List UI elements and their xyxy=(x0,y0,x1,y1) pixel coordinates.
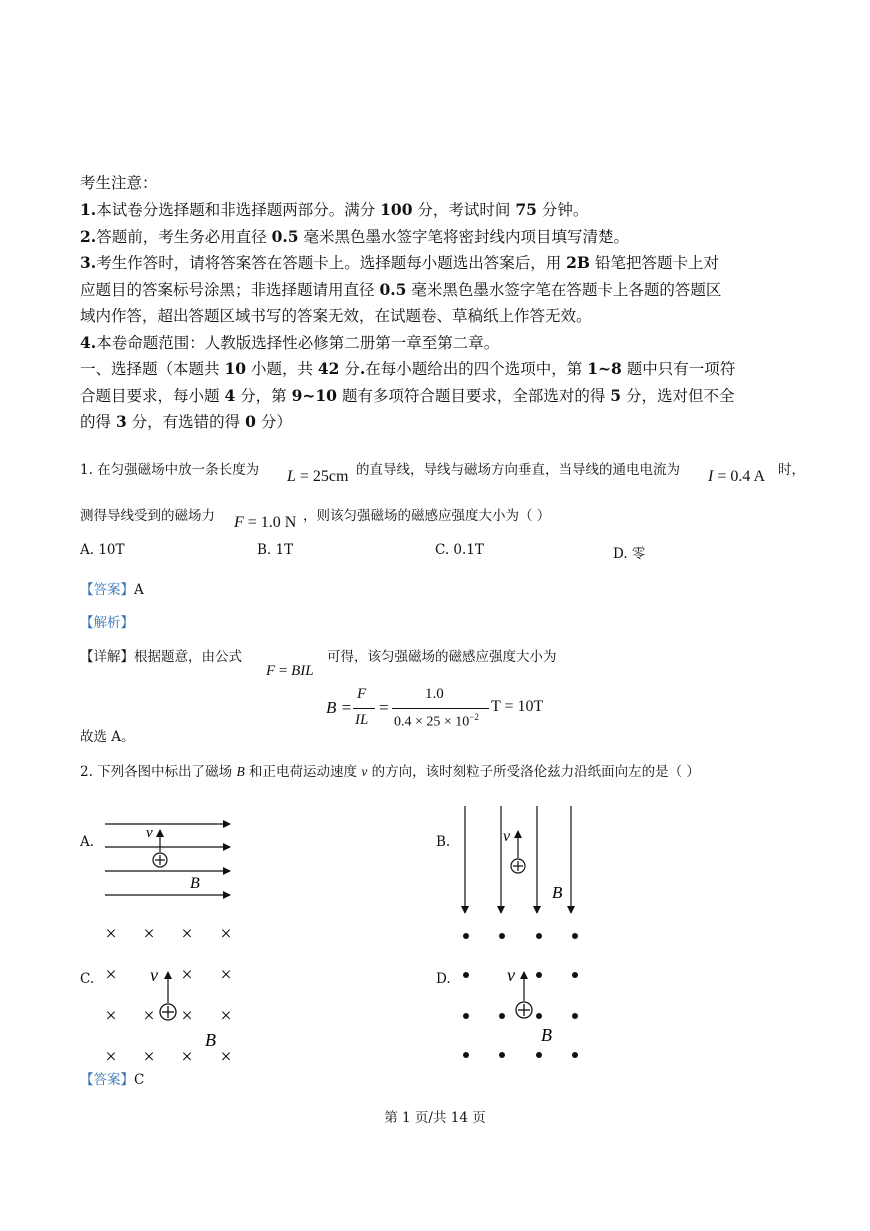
answer-tag: 【答案】 xyxy=(80,582,134,598)
field-label: B xyxy=(205,1030,216,1050)
field-out-of-page-mark xyxy=(572,933,578,939)
q1-detail-line xyxy=(80,645,242,665)
field-label: B xyxy=(552,883,563,902)
q2-label-c: C. xyxy=(80,971,95,987)
q1-math-L: L = 25cm xyxy=(287,468,349,485)
q1-stem-d: 测得导线受到的磁场力 xyxy=(80,508,215,524)
field-out-of-page-mark xyxy=(536,1013,542,1019)
q1-stem-e: ，则该匀强磁场的磁感应强度大小为（ ） xyxy=(303,508,551,524)
field-into-page-mark: × xyxy=(105,1046,117,1068)
field-into-page-mark: × xyxy=(181,1046,193,1068)
notice-line: 应题目的答案标号涂黑；非选择题请用直径 0.5 毫米黑色墨水签字笔在答题卡上各题的答题区 xyxy=(80,279,722,299)
field-into-page-mark: × xyxy=(181,1005,193,1027)
answer-tag: 【答案】 xyxy=(80,1072,134,1088)
q1-answer-line xyxy=(80,578,144,598)
q2-label-b: B. xyxy=(436,834,451,850)
field-into-page-mark: × xyxy=(105,964,117,986)
section-heading-line: 的得 3 分，有选错的得 0 分） xyxy=(80,412,292,431)
eq-lhs: B = xyxy=(326,698,353,717)
velocity-label: v xyxy=(503,828,511,845)
q2-label-d: D. xyxy=(436,971,451,987)
field-into-page-mark: × xyxy=(181,923,193,945)
notice-line: 1.本试卷分选择题和非选择题两部分。满分 100 分，考试时间 75 分钟。 xyxy=(80,200,589,219)
q1-option-d: D. 零 xyxy=(613,546,646,562)
q1-formula: F = BIL xyxy=(266,663,314,679)
field-out-of-page-mark xyxy=(572,1013,578,1019)
notice-line: 4.本卷命题范围：人教版选择性必修第二册第一章至第二章。 xyxy=(80,332,500,352)
field-out-of-page-mark xyxy=(536,972,542,978)
detail-text-b: 可得，该匀强磁场的磁感应强度大小为 xyxy=(327,649,557,665)
eq-equals: = xyxy=(379,698,389,717)
field-out-of-page-mark xyxy=(463,933,469,939)
field-into-page-mark: × xyxy=(105,1005,117,1027)
field-into-page-mark: × xyxy=(143,1005,155,1027)
diagram-a xyxy=(100,815,240,905)
field-out-of-page-mark xyxy=(499,1052,505,1058)
eq-f1-bar xyxy=(353,708,375,709)
eq-f2-num: 1.0 xyxy=(425,686,444,702)
velocity-label: v xyxy=(146,825,153,841)
q1-option-c: C. 0.1T xyxy=(435,542,484,558)
notice-line: 域内作答，超出答题区域书写的答案无效，在试题卷、草稿纸上作答无效。 xyxy=(80,307,592,325)
field-out-of-page-mark xyxy=(536,1052,542,1058)
notice-title: 考生注意： xyxy=(80,174,158,192)
diagram-c xyxy=(95,920,245,1070)
field-into-page-mark: × xyxy=(220,964,232,986)
page-footer: 第 1 页/共 14 页 xyxy=(384,1110,486,1126)
field-out-of-page-mark xyxy=(463,1013,469,1019)
field-into-page-mark: × xyxy=(220,1046,232,1068)
field-into-page-mark: × xyxy=(105,923,117,945)
detail-text-a: 根据题意，由公式 xyxy=(134,649,242,665)
field-out-of-page-mark xyxy=(499,1013,505,1019)
field-label: B xyxy=(541,1025,552,1045)
field-out-of-page-mark xyxy=(463,1052,469,1058)
field-out-of-page-mark xyxy=(463,972,469,978)
diagram-b xyxy=(455,803,585,918)
detail-tag: 【详解】 xyxy=(80,649,134,665)
q2-label-a: A. xyxy=(80,834,95,850)
velocity-label: v xyxy=(150,965,158,985)
section-heading-line: 合题目要求，每小题 4 分，第 9~10 题有多项符合题目要求，全部选对的得 5 分，选对但不全 xyxy=(80,385,735,405)
section-heading-line: 一、选择题（本题共 10 小题，共 42 分.在每小题给出的四个选项中，第 1~8 题中只有一项符 xyxy=(80,359,736,378)
field-out-of-page-mark xyxy=(572,972,578,978)
eq-f1-den: IL xyxy=(355,712,369,728)
analysis-tag: 【解析】 xyxy=(80,615,134,631)
q1-option-b: B. 1T xyxy=(257,542,294,558)
q2-stem: 2. 下列各图中标出了磁场 B 和正电荷运动速度 v 的方向，该时刻粒子所受洛伦兹力沿纸面向左的是（ ） xyxy=(80,764,700,780)
answer-value: C xyxy=(134,1072,145,1088)
notice-line: 3.考生作答时，请将答案答在答题卡上。选择题每小题选出答案后，用 2B 铅笔把答题卡上对 xyxy=(80,253,719,272)
q1-stem-c: 时， xyxy=(778,462,805,478)
answer-value: A xyxy=(134,582,144,598)
q1-math-I: I = 0.4 A xyxy=(708,468,766,485)
field-label: B xyxy=(190,875,200,892)
notice-line: 2.答题前，考生务必用直径 0.5 毫米黑色墨水签字笔将密封线内项目填写清楚。 xyxy=(80,226,630,246)
diagram-d xyxy=(455,920,595,1070)
field-into-page-mark: × xyxy=(181,964,193,986)
q2-answer-line xyxy=(80,1068,144,1088)
field-out-of-page-mark xyxy=(536,933,542,939)
q1-stem-b: 的直导线，导线与磁场方向垂直，当导线的通电电流为 xyxy=(356,462,680,478)
field-out-of-page-mark xyxy=(499,933,505,939)
eq-f2-bar xyxy=(392,708,489,709)
field-into-page-mark: × xyxy=(220,923,232,945)
field-out-of-page-mark xyxy=(572,1052,578,1058)
field-into-page-mark: × xyxy=(220,1005,232,1027)
eq-f2-den: $0.4 \times 25 \times 10^{-2}$ xyxy=(394,712,479,730)
velocity-label: v xyxy=(507,965,515,985)
field-into-page-mark: × xyxy=(143,923,155,945)
q1-conclusion: 故选 A。 xyxy=(80,729,135,745)
eq-f1-num: F xyxy=(357,686,367,702)
field-into-page-mark: × xyxy=(143,1046,155,1068)
q1-option-a: A. 10T xyxy=(80,542,125,558)
eq-rhs: T = 10T xyxy=(491,698,544,715)
q1-math-F: F = 1.0 N xyxy=(234,514,297,531)
q1-stem-a: 1. 在匀强磁场中放一条长度为 xyxy=(80,462,260,478)
